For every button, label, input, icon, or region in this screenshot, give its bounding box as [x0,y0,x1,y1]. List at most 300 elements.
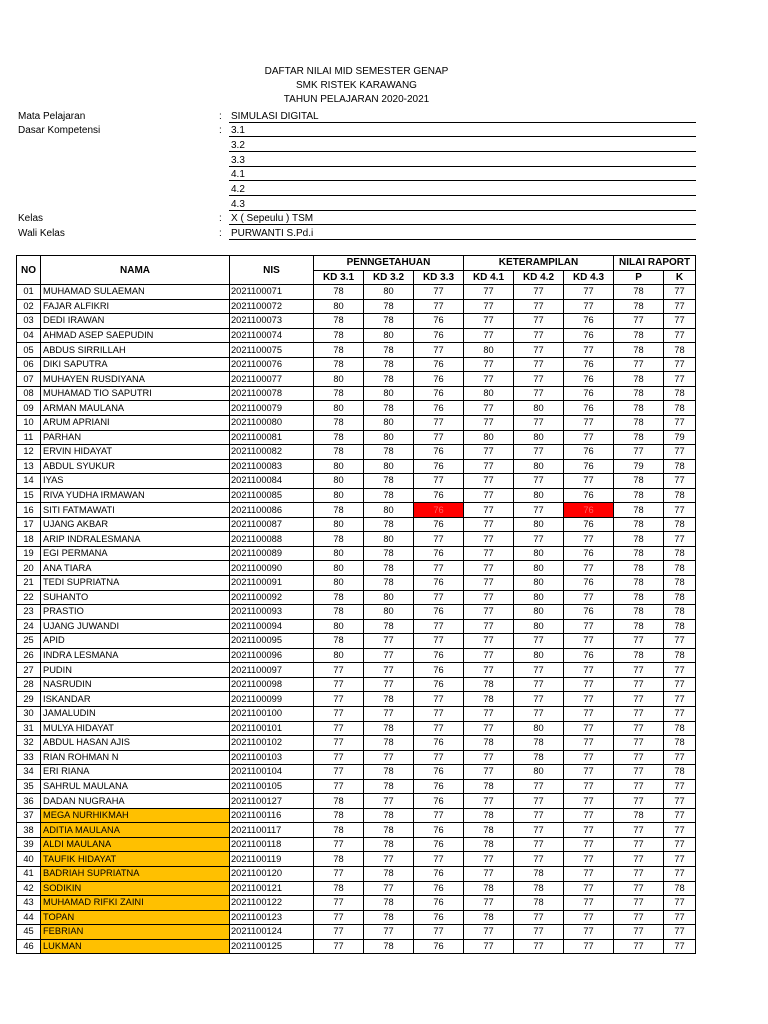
score-kd42: 80 [514,561,564,576]
row-number: 12 [17,445,41,460]
student-name: ADITIA MAULANA [41,823,230,838]
score-kd42: 77 [514,706,564,721]
score-kd31: 77 [314,736,364,751]
score-kd41: 77 [464,299,514,314]
table-row [17,692,696,707]
subject-value: SIMULASI DIGITAL [229,110,696,123]
score-kd31: 80 [314,459,364,474]
score-kd31: 78 [314,823,364,838]
score-kd31: 78 [314,314,364,329]
score-kd41: 77 [464,590,514,605]
score-raport-k: 77 [664,925,696,940]
score-kd31: 80 [314,561,364,576]
score-kd43: 76 [564,401,614,416]
score-kd31: 78 [314,430,364,445]
score-kd33: 76 [414,896,464,911]
student-name: UJANG JUWANDI [41,619,230,634]
score-kd32: 80 [364,605,414,620]
competency-label: Dasar Kompetensi [18,125,101,136]
score-kd32: 78 [364,866,414,881]
score-raport-p: 77 [614,881,664,896]
row-number: 20 [17,561,41,576]
score-raport-k: 78 [664,648,696,663]
score-kd43: 77 [564,736,614,751]
table-row [17,605,696,620]
score-kd42: 77 [514,416,564,431]
subject-label: Mata Pelajaran [18,111,86,122]
student-name: AHMAD ASEP SAEPUDIN [41,328,230,343]
score-kd33: 76 [414,445,464,460]
student-nis: 2021100097 [230,663,314,678]
score-raport-k: 77 [664,750,696,765]
score-kd42: 77 [514,808,564,823]
score-kd43: 76 [564,445,614,460]
score-kd33: 76 [414,576,464,591]
table-row [17,459,696,474]
score-kd32: 80 [364,532,414,547]
score-kd43: 76 [564,314,614,329]
score-kd32: 78 [364,736,414,751]
student-nis: 2021100086 [230,503,314,518]
student-name: SODIKIN [41,881,230,896]
score-kd43: 76 [564,459,614,474]
student-nis: 2021100078 [230,386,314,401]
score-kd43: 76 [564,546,614,561]
score-kd43: 77 [564,852,614,867]
score-kd32: 77 [364,750,414,765]
student-nis: 2021100119 [230,852,314,867]
score-raport-p: 78 [614,576,664,591]
score-raport-k: 78 [664,517,696,532]
score-kd33: 77 [414,750,464,765]
score-raport-k: 78 [664,721,696,736]
score-kd32: 78 [364,910,414,925]
score-kd33: 77 [414,590,464,605]
score-kd41: 78 [464,692,514,707]
score-kd42: 77 [514,532,564,547]
student-nis: 2021100103 [230,750,314,765]
score-kd42: 77 [514,634,564,649]
score-raport-p: 78 [614,503,664,518]
score-kd32: 77 [364,648,414,663]
score-raport-p: 77 [614,314,664,329]
student-name: MUHAYEN RUSDIYANA [41,372,230,387]
score-kd33: 76 [414,401,464,416]
table-row [17,648,696,663]
score-kd42: 77 [514,357,564,372]
student-nis: 2021100101 [230,721,314,736]
score-kd33: 76 [414,663,464,678]
class-label: Kelas [18,213,44,224]
student-name: PUDIN [41,663,230,678]
score-kd31: 78 [314,285,364,300]
score-kd33: 76 [414,386,464,401]
score-raport-k: 77 [664,372,696,387]
school-name: SMK RISTEK KARAWANG [296,80,417,91]
row-number: 35 [17,779,41,794]
table-row [17,386,696,401]
score-kd32: 78 [364,343,414,358]
score-kd33: 76 [414,372,464,387]
score-kd43: 76 [564,605,614,620]
score-kd31: 80 [314,299,364,314]
student-nis: 2021100087 [230,517,314,532]
score-kd31: 77 [314,779,364,794]
score-kd41: 77 [464,459,514,474]
score-kd42: 78 [514,881,564,896]
score-kd41: 77 [464,474,514,489]
score-kd41: 77 [464,561,514,576]
score-kd41: 80 [464,386,514,401]
score-raport-p: 77 [614,663,664,678]
score-kd32: 77 [364,794,414,809]
competency-value-4: 4.1 [229,168,696,181]
student-name: TAUFIK HIDAYAT [41,852,230,867]
score-kd41: 80 [464,343,514,358]
score-raport-k: 77 [664,939,696,954]
student-nis: 2021100120 [230,866,314,881]
row-number: 46 [17,939,41,954]
score-kd32: 78 [364,779,414,794]
score-kd33: 76 [414,328,464,343]
score-raport-k: 78 [664,546,696,561]
score-raport-p: 77 [614,736,664,751]
table-row [17,299,696,314]
competency-value-6: 4.3 [229,198,696,211]
score-kd42: 80 [514,488,564,503]
table-row [17,503,696,518]
table-row [17,866,696,881]
score-raport-p: 78 [614,416,664,431]
table-row [17,590,696,605]
row-number: 04 [17,328,41,343]
table-row [17,852,696,867]
col-k-header: K [664,270,696,285]
table-row [17,546,696,561]
score-kd33: 77 [414,692,464,707]
student-name: EGI PERMANA [41,546,230,561]
score-kd33: 76 [414,823,464,838]
score-raport-p: 78 [614,561,664,576]
student-nis: 2021100071 [230,285,314,300]
score-kd31: 80 [314,488,364,503]
score-kd33: 77 [414,808,464,823]
table-row [17,561,696,576]
score-kd43: 77 [564,939,614,954]
row-number: 28 [17,677,41,692]
score-kd42: 77 [514,372,564,387]
score-raport-p: 77 [614,852,664,867]
student-name: LUKMAN [41,939,230,954]
score-kd43: 77 [564,692,614,707]
score-kd43: 77 [564,765,614,780]
score-kd42: 80 [514,590,564,605]
score-kd43: 76 [564,386,614,401]
score-kd42: 77 [514,823,564,838]
score-kd43: 77 [564,590,614,605]
score-raport-p: 77 [614,677,664,692]
col-kd32-header: KD 3.2 [364,270,414,285]
student-nis: 2021100098 [230,677,314,692]
score-raport-p: 78 [614,386,664,401]
score-kd43: 77 [564,663,614,678]
student-name: MUHAMAD TIO SAPUTRI [41,386,230,401]
student-nis: 2021100082 [230,445,314,460]
student-nis: 2021100079 [230,401,314,416]
score-kd42: 80 [514,517,564,532]
score-kd33: 77 [414,706,464,721]
score-kd33: 76 [414,488,464,503]
student-nis: 2021100092 [230,590,314,605]
score-kd33: 76 [414,605,464,620]
score-raport-p: 78 [614,808,664,823]
score-kd43: 77 [564,910,614,925]
score-kd41: 78 [464,808,514,823]
row-number: 41 [17,866,41,881]
score-kd32: 78 [364,546,414,561]
student-name: ARIP INDRALESMANA [41,532,230,547]
student-nis: 2021100123 [230,910,314,925]
score-kd43: 77 [564,561,614,576]
score-kd42: 78 [514,736,564,751]
score-kd33: 76 [414,546,464,561]
student-nis: 2021100122 [230,896,314,911]
score-kd32: 80 [364,430,414,445]
score-kd32: 78 [364,357,414,372]
score-kd43: 77 [564,794,614,809]
score-kd33: 77 [414,285,464,300]
table-row [17,328,696,343]
col-no-header: NO [17,256,41,285]
row-number: 21 [17,576,41,591]
score-kd31: 78 [314,634,364,649]
score-kd32: 78 [364,721,414,736]
score-kd43: 77 [564,619,614,634]
score-kd43: 76 [564,488,614,503]
score-kd33: 76 [414,910,464,925]
score-kd31: 77 [314,866,364,881]
student-name: DEDI IRAWAN [41,314,230,329]
score-kd31: 78 [314,532,364,547]
score-kd42: 77 [514,503,564,518]
score-kd42: 78 [514,866,564,881]
score-raport-p: 77 [614,910,664,925]
score-kd41: 77 [464,328,514,343]
score-kd32: 77 [364,925,414,940]
table-row [17,939,696,954]
grades-body [17,285,696,954]
student-nis: 2021100125 [230,939,314,954]
student-name: NASRUDIN [41,677,230,692]
student-name: ABDUL HASAN AJIS [41,736,230,751]
score-kd43: 77 [564,896,614,911]
score-raport-k: 77 [664,503,696,518]
table-row [17,794,696,809]
score-kd42: 77 [514,343,564,358]
score-kd31: 77 [314,925,364,940]
score-kd31: 77 [314,837,364,852]
row-number: 07 [17,372,41,387]
score-kd42: 80 [514,430,564,445]
score-kd31: 77 [314,765,364,780]
competency-colon: : [219,125,222,136]
score-kd43: 77 [564,750,614,765]
competency-value-2: 3.2 [229,139,696,152]
row-number: 38 [17,823,41,838]
table-row [17,910,696,925]
student-nis: 2021100117 [230,823,314,838]
table-row [17,765,696,780]
row-number: 30 [17,706,41,721]
score-kd42: 77 [514,474,564,489]
score-kd43: 77 [564,925,614,940]
score-kd42: 77 [514,285,564,300]
score-kd31: 78 [314,328,364,343]
table-row [17,430,696,445]
row-number: 27 [17,663,41,678]
score-raport-k: 77 [664,416,696,431]
score-kd43: 77 [564,416,614,431]
score-kd41: 77 [464,605,514,620]
subject-colon: : [219,111,222,122]
table-row [17,372,696,387]
score-kd42: 77 [514,852,564,867]
score-raport-p: 78 [614,299,664,314]
student-name: RIAN ROHMAN N [41,750,230,765]
score-kd43: 77 [564,634,614,649]
score-kd31: 78 [314,416,364,431]
score-raport-p: 77 [614,750,664,765]
score-kd41: 77 [464,619,514,634]
student-name: ABDUL SYUKUR [41,459,230,474]
score-kd41: 77 [464,546,514,561]
score-raport-k: 78 [664,576,696,591]
score-raport-p: 77 [614,779,664,794]
group-report-header: NILAI RAPORT [614,256,696,271]
row-number: 31 [17,721,41,736]
score-kd42: 77 [514,779,564,794]
score-kd32: 78 [364,314,414,329]
row-number: 40 [17,852,41,867]
score-raport-k: 78 [664,590,696,605]
table-row [17,896,696,911]
score-raport-p: 78 [614,517,664,532]
score-kd31: 78 [314,794,364,809]
student-nis: 2021100095 [230,634,314,649]
student-name: SUHANTO [41,590,230,605]
student-nis: 2021100075 [230,343,314,358]
row-number: 15 [17,488,41,503]
score-kd31: 80 [314,372,364,387]
score-kd43: 77 [564,779,614,794]
score-kd33: 76 [414,503,464,518]
score-raport-p: 77 [614,706,664,721]
score-kd31: 78 [314,605,364,620]
score-raport-k: 77 [664,794,696,809]
row-number: 34 [17,765,41,780]
score-raport-p: 78 [614,343,664,358]
student-name: MUHAMAD RIFKI ZAINI [41,896,230,911]
score-raport-k: 77 [664,896,696,911]
col-kd31-header: KD 3.1 [314,270,364,285]
student-nis: 2021100094 [230,619,314,634]
score-kd41: 77 [464,445,514,460]
score-kd33: 77 [414,721,464,736]
score-kd43: 77 [564,430,614,445]
score-kd31: 78 [314,590,364,605]
table-row [17,634,696,649]
score-kd33: 76 [414,794,464,809]
student-name: MEGA NURHIKMAH [41,808,230,823]
score-kd41: 78 [464,837,514,852]
student-nis: 2021100080 [230,416,314,431]
score-raport-p: 77 [614,445,664,460]
table-row [17,285,696,300]
score-kd41: 77 [464,925,514,940]
score-kd43: 77 [564,837,614,852]
score-kd32: 80 [364,285,414,300]
score-kd33: 77 [414,925,464,940]
score-raport-k: 77 [664,692,696,707]
student-name: UJANG AKBAR [41,517,230,532]
score-kd42: 80 [514,401,564,416]
table-row [17,357,696,372]
score-kd42: 80 [514,546,564,561]
student-nis: 2021100100 [230,706,314,721]
score-kd42: 80 [514,721,564,736]
score-raport-p: 78 [614,590,664,605]
score-kd32: 80 [364,328,414,343]
score-kd32: 78 [364,517,414,532]
score-raport-p: 77 [614,896,664,911]
student-name: ALDI MAULANA [41,837,230,852]
score-kd31: 80 [314,517,364,532]
score-kd41: 77 [464,866,514,881]
score-kd33: 76 [414,459,464,474]
score-kd43: 76 [564,503,614,518]
score-kd42: 80 [514,576,564,591]
score-kd32: 77 [364,706,414,721]
score-raport-k: 78 [664,343,696,358]
score-kd33: 76 [414,314,464,329]
student-name: ARMAN MAULANA [41,401,230,416]
score-kd41: 77 [464,852,514,867]
score-raport-k: 77 [664,357,696,372]
score-kd33: 77 [414,299,464,314]
homeroom-value: PURWANTI S.Pd.i [229,227,696,240]
score-kd31: 77 [314,692,364,707]
score-raport-p: 79 [614,459,664,474]
score-kd41: 77 [464,416,514,431]
student-nis: 2021100102 [230,736,314,751]
score-raport-p: 78 [614,546,664,561]
student-name: ISKANDAR [41,692,230,707]
table-row [17,343,696,358]
student-name: FEBRIAN [41,925,230,940]
col-kd41-header: KD 4.1 [464,270,514,285]
student-name: SITI FATMAWATI [41,503,230,518]
score-kd42: 80 [514,648,564,663]
table-row [17,663,696,678]
score-kd41: 77 [464,314,514,329]
table-row [17,779,696,794]
student-nis: 2021100118 [230,837,314,852]
score-kd41: 77 [464,634,514,649]
score-raport-k: 78 [664,561,696,576]
row-number: 10 [17,416,41,431]
table-row [17,706,696,721]
score-kd41: 78 [464,736,514,751]
